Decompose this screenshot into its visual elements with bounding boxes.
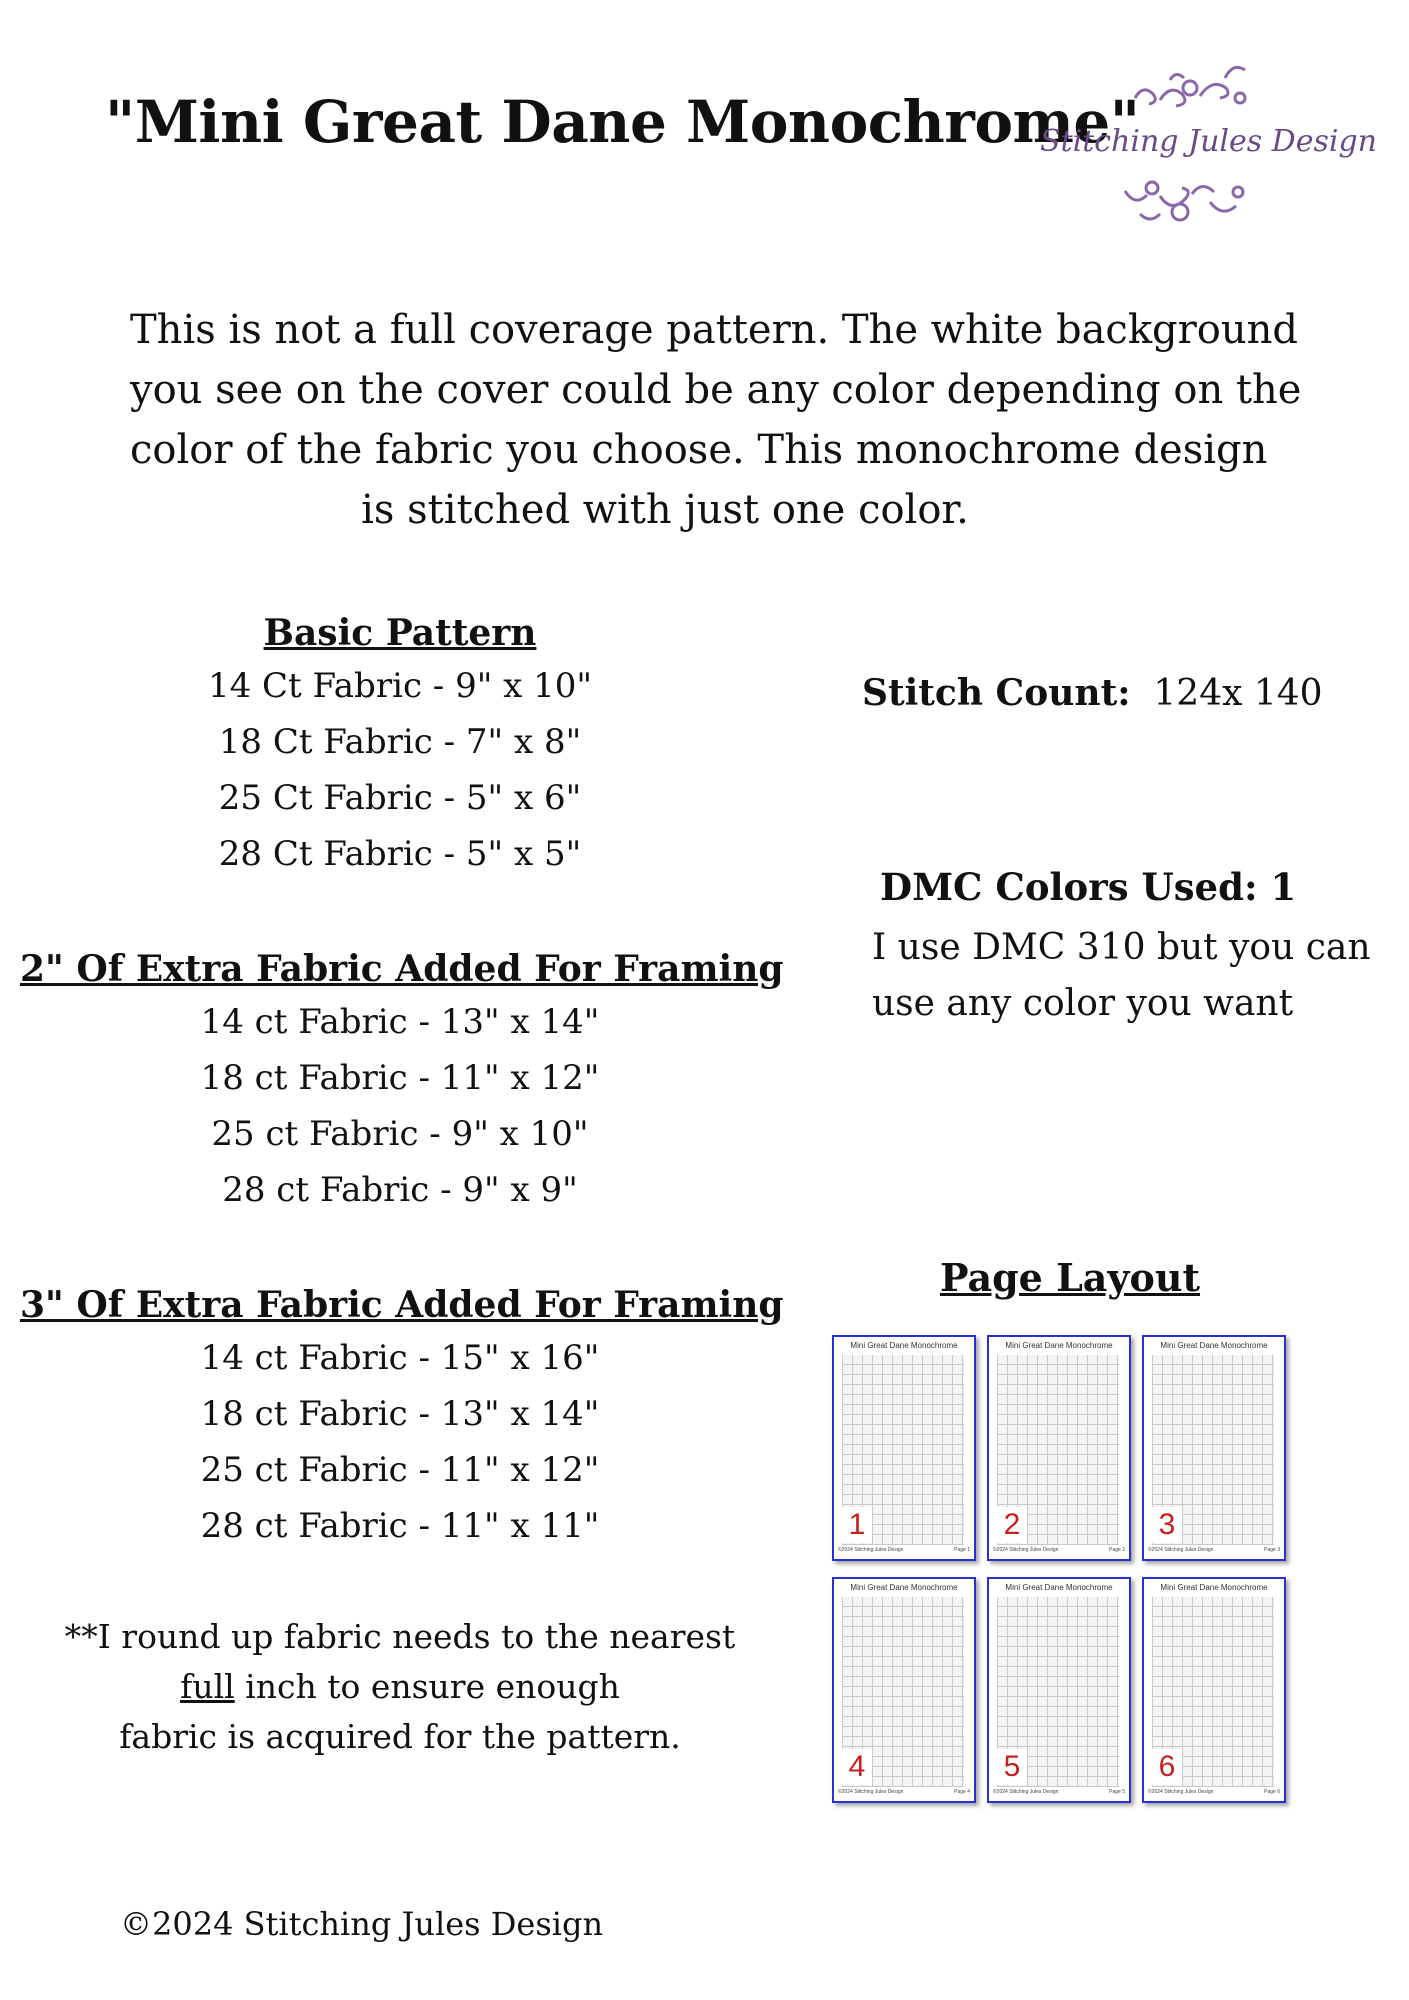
section-heading: 2" Of Extra Fabric Added For Framing — [20, 948, 784, 990]
page-layout-grid — [832, 1335, 1292, 1815]
thumbnail-title: Mini Great Dane Monochrome — [1005, 1583, 1113, 1592]
thumbnail-page-label: Page 4 — [954, 1789, 970, 1795]
page-number: 1 — [842, 1507, 872, 1543]
thumbnail-page-label: Page 1 — [954, 1547, 970, 1553]
dmc-line: use any color you want — [872, 983, 1294, 1024]
fabric-size-row: 14 ct Fabric - 13" x 14" — [200, 1002, 600, 1042]
fabric-size-row: 28 ct Fabric - 11" x 11" — [200, 1506, 600, 1546]
dmc-heading: DMC Colors Used: 1 — [880, 865, 1297, 909]
swirl-ornament-bottom-icon — [1040, 166, 1330, 236]
fabric-size-row: 28 Ct Fabric - 5" x 5" — [218, 834, 582, 874]
swirl-ornament-top-icon — [1040, 58, 1330, 118]
page-layout-heading: Page Layout — [939, 1255, 1201, 1300]
section-heading: Basic Pattern — [263, 612, 537, 654]
thumbnail-footer — [838, 1789, 970, 1795]
intro-line: This is not a full coverage pattern. The white background — [130, 307, 1298, 353]
stitch-count-label: Stitch Count: — [862, 672, 1131, 714]
thumbnail-title: Mini Great Dane Monochrome — [1160, 1583, 1268, 1592]
thumbnail-title: Mini Great Dane Monochrome — [850, 1341, 958, 1350]
thumbnail-copyright: ©2024 Stitching Jules Design — [838, 1789, 904, 1795]
thumbnail-title: Mini Great Dane Monochrome — [850, 1583, 958, 1592]
copyright-footer: ©2024 Stitching Jules Design — [120, 1905, 604, 1943]
thumbnail-footer — [993, 1547, 1125, 1553]
note-line: fabric is acquired for the pattern. — [119, 1717, 681, 1756]
note-emphasis: full — [180, 1667, 235, 1706]
fabric-size-row: 18 ct Fabric - 13" x 14" — [200, 1394, 600, 1434]
dmc-line: I use DMC 310 but you can — [872, 927, 1371, 968]
thumbnail-footer — [838, 1547, 970, 1553]
page-thumbnail — [1142, 1577, 1286, 1803]
thumbnail-footer — [993, 1789, 1125, 1795]
basic-pattern-section — [20, 612, 780, 882]
thumbnail-copyright: ©2024 Stitching Jules Design — [838, 1547, 904, 1553]
fabric-size-row: 18 ct Fabric - 11" x 12" — [200, 1058, 600, 1098]
page-thumbnail — [987, 1335, 1131, 1561]
brand-logo — [1040, 58, 1377, 238]
page-number: 4 — [842, 1749, 872, 1785]
thumbnail-page-label: Page 3 — [1264, 1547, 1280, 1553]
page-number: 2 — [997, 1507, 1027, 1543]
fabric-size-row: 14 ct Fabric - 15" x 16" — [200, 1338, 600, 1378]
thumbnail-page-label: Page 5 — [1109, 1789, 1125, 1795]
thumbnail-title: Mini Great Dane Monochrome — [1005, 1341, 1113, 1350]
fabric-size-row: 25 ct Fabric - 9" x 10" — [211, 1114, 589, 1154]
page-number: 6 — [1152, 1749, 1182, 1785]
intro-line: color of the fabric you choose. This monochrome design — [130, 427, 1268, 473]
section-heading: 3" Of Extra Fabric Added For Framing — [20, 1284, 784, 1326]
fabric-size-row: 18 Ct Fabric - 7" x 8" — [218, 722, 582, 762]
extra-3in-section — [20, 1284, 784, 1554]
note-line: **I round up fabric needs to the nearest — [64, 1617, 736, 1656]
stitch-count — [862, 672, 1323, 714]
thumbnail-copyright: ©2024 Stitching Jules Design — [1148, 1789, 1214, 1795]
fabric-size-row: 14 Ct Fabric - 9" x 10" — [207, 666, 593, 706]
rounding-note — [60, 1612, 740, 1762]
dmc-description — [872, 920, 1371, 1032]
intro-line: is stitched with just one color. — [361, 487, 969, 533]
thumbnail-footer — [1148, 1547, 1280, 1553]
stitch-count-value: 124x 140 — [1153, 673, 1323, 714]
page-number: 5 — [997, 1749, 1027, 1785]
page-number: 3 — [1152, 1507, 1182, 1543]
note-line-rest: inch to ensure enough — [234, 1667, 620, 1706]
fabric-size-row: 28 ct Fabric - 9" x 9" — [222, 1170, 578, 1210]
intro-paragraph — [130, 300, 1302, 540]
thumbnail-title: Mini Great Dane Monochrome — [1160, 1341, 1268, 1350]
fabric-size-row: 25 Ct Fabric - 5" x 6" — [218, 778, 582, 818]
logo-text: Stitching Jules Design — [1040, 124, 1377, 159]
intro-line: you see on the cover could be any color depending on the — [130, 367, 1302, 413]
thumbnail-page-label: Page 6 — [1264, 1789, 1280, 1795]
thumbnail-footer — [1148, 1789, 1280, 1795]
note-line — [60, 1662, 740, 1712]
thumbnail-copyright: ©2024 Stitching Jules Design — [1148, 1547, 1214, 1553]
thumbnail-copyright: ©2024 Stitching Jules Design — [993, 1789, 1059, 1795]
page-thumbnail — [832, 1335, 976, 1561]
page-thumbnail — [832, 1577, 976, 1803]
page-thumbnail — [987, 1577, 1131, 1803]
page-title: "Mini Great Dane Monochrome" — [105, 88, 1140, 156]
page-thumbnail — [1142, 1335, 1286, 1561]
extra-2in-section — [20, 948, 784, 1218]
thumbnail-page-label: Page 2 — [1109, 1547, 1125, 1553]
thumbnail-copyright: ©2024 Stitching Jules Design — [993, 1547, 1059, 1553]
fabric-size-row: 25 ct Fabric - 11" x 12" — [200, 1450, 600, 1490]
